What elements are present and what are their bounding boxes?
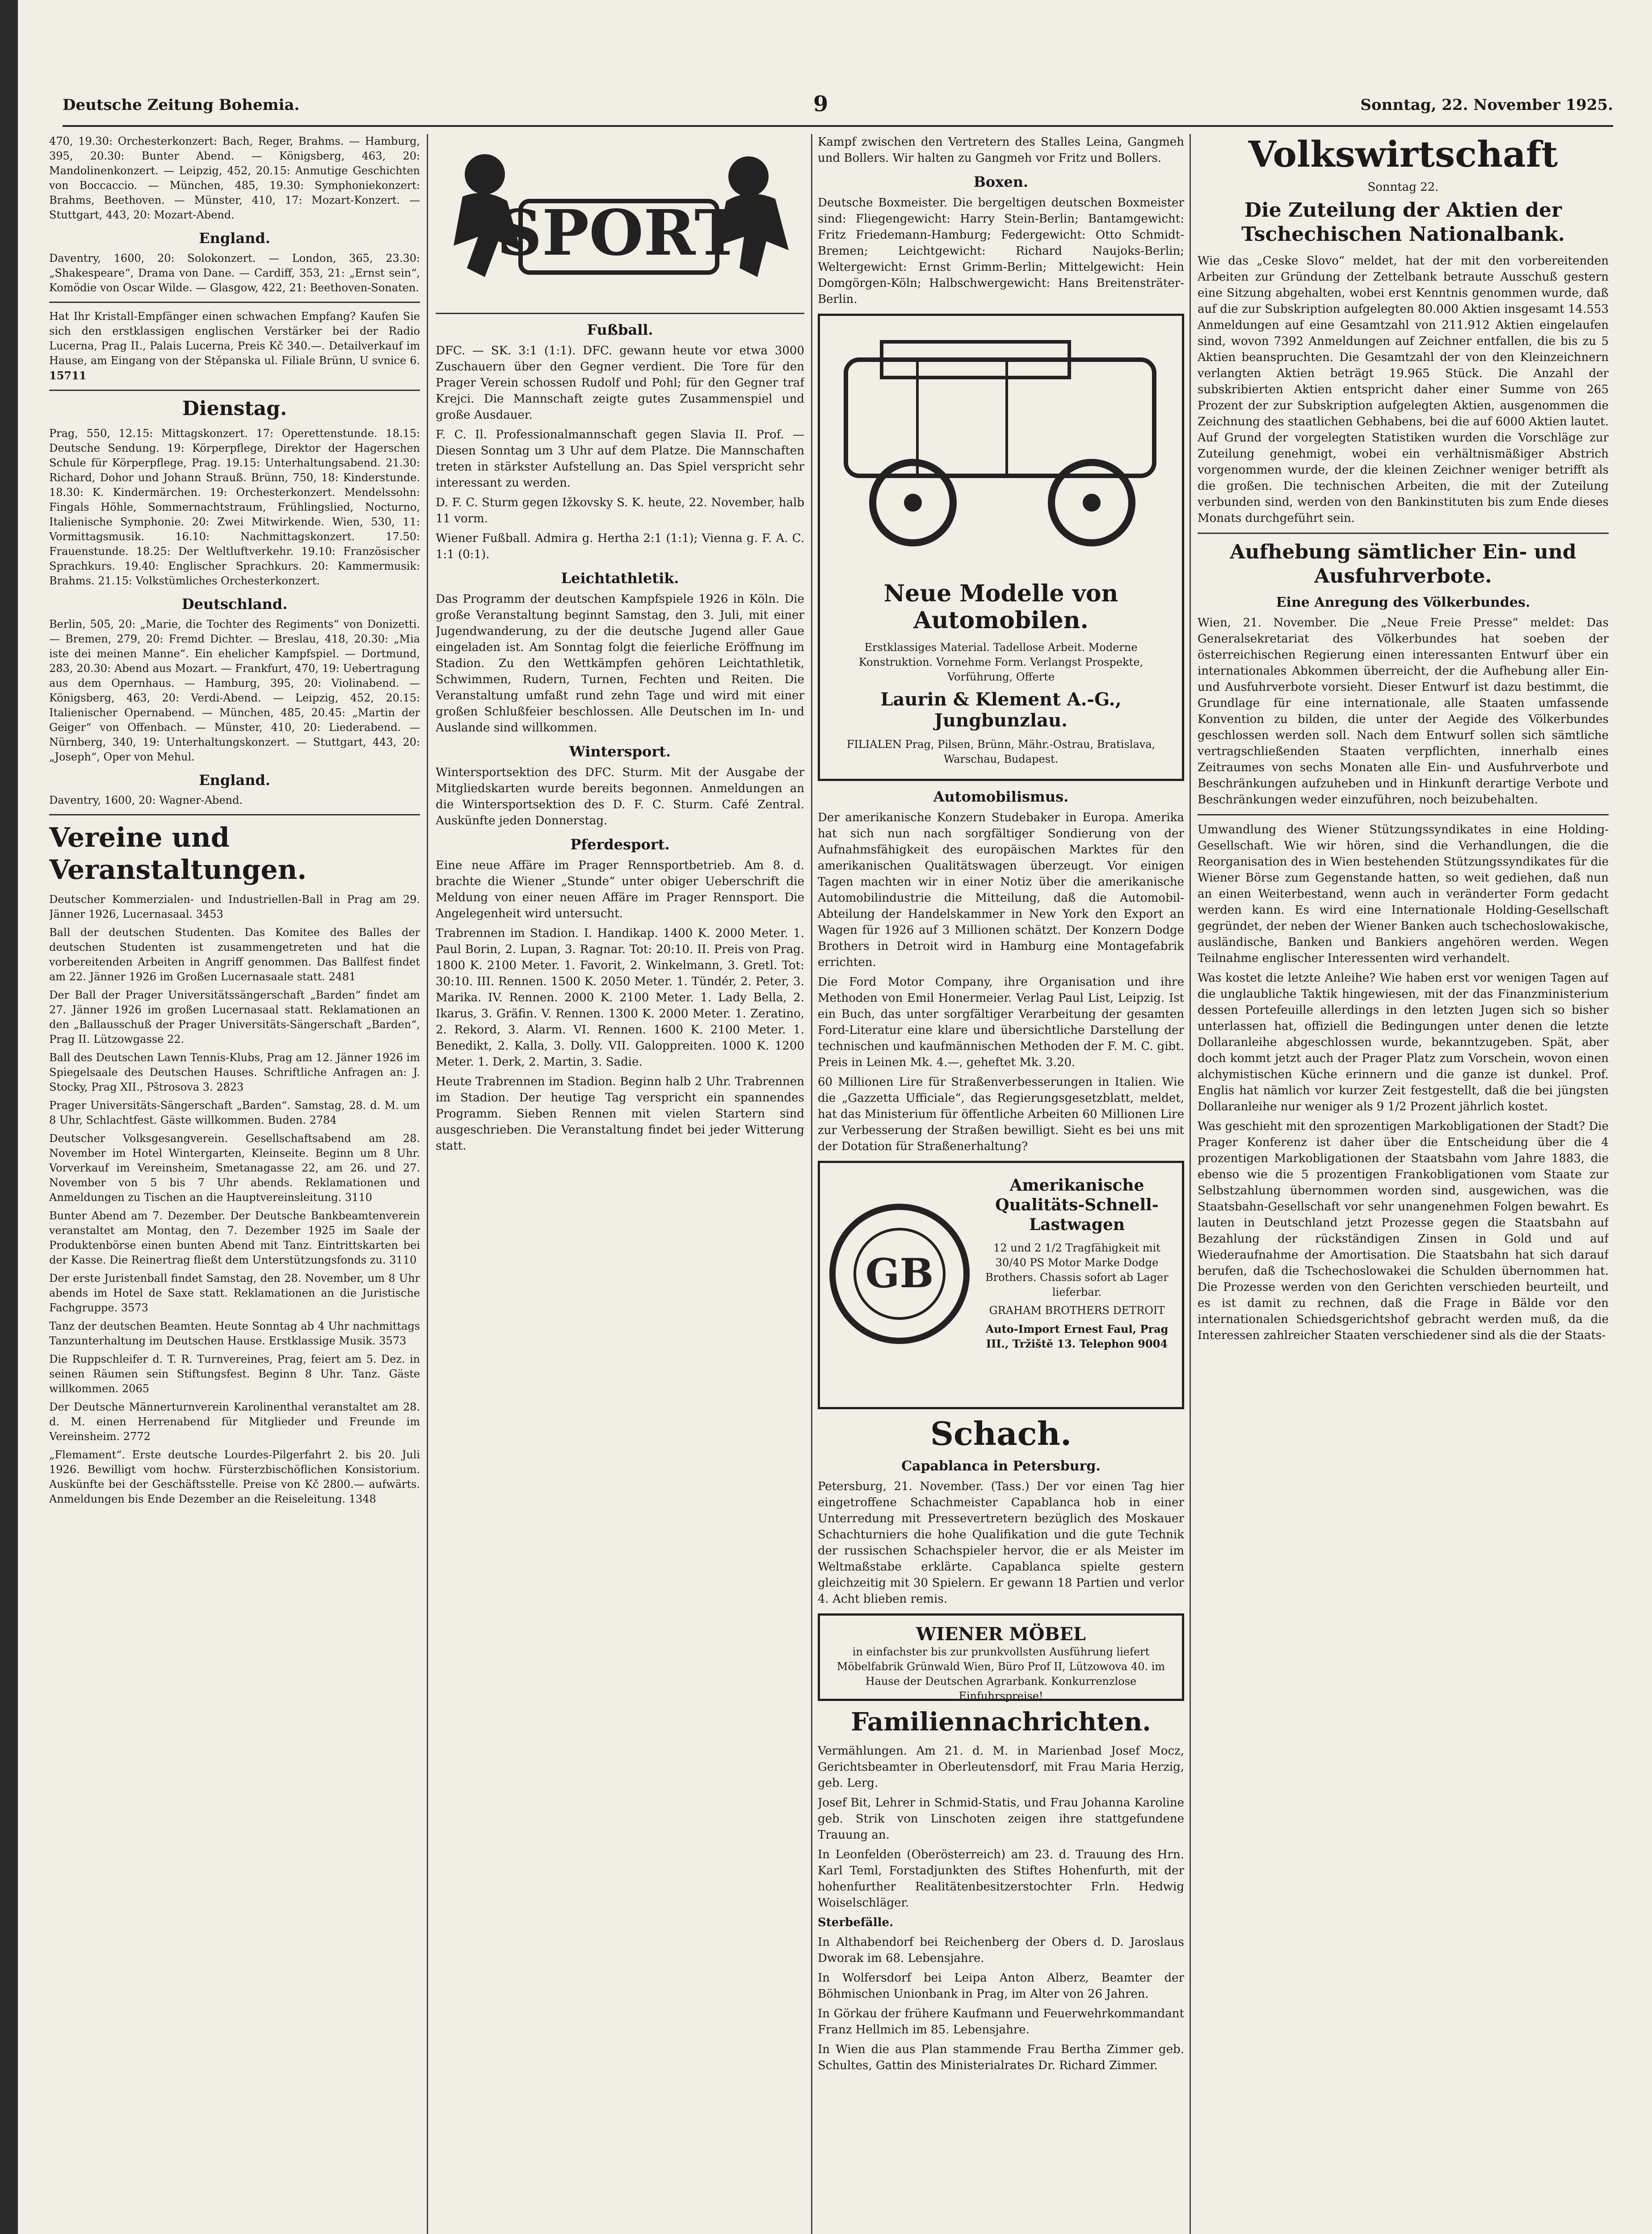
article-body: Umwandlung des Wiener Stützungssyndikates in eine Holding-Gesellschaft. Wie wir hören, sind die Verhandlungen, die die Reorganisation des in Wien bestehenden Stützungssyndikates für die Wiener Börse zum Gegenstande hatten, so weit gediehen, daß nun an einen Weiterbestand, wenn auch in veränderter Form gedacht werden kann. Es wird eine Internationale Holding-Gesellschaft gegründet, der neben der Wiener Banken auch tschechoslowakische, ausländische, Banken und Bankiers angehören werden. Wegen Teilnahme englischer Interessenten wird verhandelt. — [1198, 823, 1609, 965]
graham-logo-text: GRAHAM BROTHERS DETROIT — [989, 1304, 1165, 1317]
sport-masthead — [436, 134, 804, 314]
scan-edge — [0, 0, 18, 2234]
article-heading: Aufhebung sämtlicher Ein- und Ausfuhrverbote. — [1230, 541, 1576, 588]
column-rule — [427, 134, 428, 2234]
vereine-item: Deutscher Volksgesangverein. Gesellschaftsabend am 28. November im Hotel Wintergarten, Kleinseite. Beginn um 8 Uhr. Vorverkauf im Vereinsheim, Smetanagasse 22, am 26. und 27. November von 5 bis 7 Uhr abends. Reklamationen und Anmeldungen zu Tischen an die Hauptvereinsleitung. 3110 — [49, 1132, 420, 1204]
family-entry: In Wien die aus Plan stammende Frau Bertha Zimmer geb. Schultes, Gattin des Ministerialrates Dr. Richard Zimmer. — [818, 2043, 1184, 2072]
family-entry: Josef Bit, Lehrer in Schmid-Statis, und Frau Johanna Karoline geb. Strik von Linschoten zeigen ihre stattgefundene Trauung an. — [818, 1796, 1184, 1842]
automobilismus-article: Der amerikanische Konzern Studebaker in Europa. Amerika hat sich nun nach sorgfältiger Sondierung von der Aufnahmsfähigkeit des europäischen Marktes für den amerikanischen Qualitätswagen überzeugt. Vor einigen Tagen machten wir in einer Notiz über die amerikanische Automobilindustrie die Mitteilung, daß die Automobil-Abteilung der Handelskammer in New York den Export an Wagen für 1926 auf 3 Millionen schätzt. Der Konzern Dodge Brothers in Detroit wird in Hamburg eine Montagefabrik errichten. — [818, 811, 1184, 969]
radio-advertisement: Hat Ihr Kristall-Empfänger einen schwachen Empfang? Kaufen Sie sich den erstklassigen englischen Verstärker bei der Radio Lucerna, Prag II., Palais Lucerna, Preis Kč 340.—. Detailverkauf im Hause, am Eingang von der Stěpanska ul. Filiale Brünn, U svnice 6. 15711 — [49, 310, 420, 382]
fussball-article: D. F. C. Sturm gegen Ižkovsky S. K. heute, 22. November, halb 11 vorm. — [436, 496, 804, 525]
radio-england: Daventry, 1600, 20: Solokonzert. — London, 365, 23.30: „Shakespeare“, Drama von Dane. — Cardiff, 353, 21: „Ernst sein“, Komödie von Oscar Wilde. — Glasgow, 422, 21: Beethoven-Sonaten. — [49, 252, 420, 294]
boxen-article: Deutsche Boxmeister. Die bergeltigen deutschen Boxmeister sind: Fliegengewicht: Harry Stein-Berlin; Bantamgewicht: Fritz Friedemann-Hamburg; Federgewicht: Otto Schmidt-Bremen; Leichtgewicht: Richard Naujoks-Berlin; Weltergewicht: Ernst Grimm-Berlin; Mittelgewicht: Hein Domgörgen-Köln; Halbschwergewicht: Hans Breitensträter-Berlin. — [818, 196, 1184, 306]
wiener-ad-title: WIENER MÖBEL — [916, 1624, 1086, 1645]
fussball-heading: Fußball. — [587, 321, 653, 338]
family-entry: In Leonfelden (Oberösterreich) am 23. d. Trauung des Hrn. Karl Teml, Forstadjunkten des Stiftes Hohenfurth, mit der hohenfurther Realitätenbesitzerstochter Frln. Hedwig Woiselschläger. — [818, 1848, 1184, 1910]
article-subheading: Eine Anregung des Völkerbundes. — [1276, 595, 1530, 610]
divider — [49, 390, 420, 391]
pferdesport-article: Eine neue Affäre im Prager Rennsportbetrieb. Am 8. d. brachte die Wiener „Stunde“ unter obiger Ueberschrift die Meldung von einer neuen Affäre im Prager Rennsport. Die Angelegenheit wird untersucht. — [436, 859, 804, 920]
divider — [1198, 533, 1609, 534]
graham-ad-importer: Auto-Import Ernest Faul, Prag III., Tržiště 13. Telephon 9004 — [985, 1323, 1169, 1350]
article-body: Was geschieht mit den sprozentigen Markobligationen der Stadt? Die Prager Konferenz ist daher über die Entscheidung über die 4 prozentigen Markobligationen der Staatsbahn vom Jahre 1883, die ebenso wie die 5 prozentigen Frankobligationen vom Staate zur Selbstzahlung übernommen worden sind, ausgewichen, was die Staatsbahn-Gesellschaft vor sehr unangenehmen Folgen bewahrt. Es lauten in Deutschland jetzt Prozesse gegen die Staatsbahn auf Bezahlung der rückständigen Zinsen in Gold und auf Wiederaufnahme der Amortisation. Die Staatsbahn hat sich darauf berufen, daß die Tschechoslowakei die Schulden übernommen hat. Die Prozesse werden von den Gerichten verschieden beurteilt, und es ist damit zu rechnen, daß die Frage in Bälde vor den internationalen Schiedsgerichtshof gebracht werden muß, da die Interessen zahlreicher Staaten verschiedener sind als die der Staats- — [1198, 1120, 1609, 1342]
family-heading: Familiennachrichten. — [851, 1707, 1151, 1737]
vereine-heading: Vereine und Veranstaltungen. — [49, 822, 307, 886]
wiener-moebel-advertisement — [818, 1613, 1184, 1701]
section-label-germany: Deutschland. — [181, 596, 288, 613]
automobilismus-heading: Automobilismus. — [933, 788, 1069, 805]
car-illustration — [828, 324, 1172, 574]
vereine-item: Tanz der deutschen Beamten. Heute Sonntag ab 4 Uhr nachmittags Tanzunterhaltung im Deutschen Hause. Erstklassige Musik. 3573 — [49, 1320, 420, 1347]
vereine-item: Der Ball der Prager Universitätssängerschaft „Barden“ findet am 27. Jänner 1926 im großen Lucernasaal statt. Reklamationen an den „Ballausschuß der Prager Universitäts-Sängerschaft „Barden“, Prag II. Lützowgasse 22. — [49, 989, 420, 1046]
vereine-item: Der Deutsche Männerturnverein Karolinenthal veranstaltet am 28. d. M. einen Herrenabend für Mitglieder und Freunde im Vereinsheim. 2772 — [49, 1401, 420, 1443]
pferdesport-heading: Pferdesport. — [570, 836, 670, 853]
divider — [49, 814, 420, 815]
vereine-item: Prager Universitäts-Sängerschaft „Barden“. Samstag, 28. d. M. um 8 Uhr, Schlachtfest. Gäste willkommen. Buden. 2784 — [49, 1099, 420, 1126]
radio-england-2: Daventry, 1600, 20: Wagner-Abend. — [49, 794, 243, 806]
volkswirtschaft-subheading: Sonntag 22. — [1367, 181, 1439, 194]
leichtathletik-heading: Leichtathletik. — [561, 570, 679, 587]
vereine-item: Deutscher Kommerzialen- und Industriellen-Ball in Prag am 29. Jänner 1926, Lucernasaal. 3453 — [49, 893, 420, 920]
fussball-article: Wiener Fußball. Admira g. Hertha 2:1 (1:1); Vienna g. F. A. C. 1:1 (0:1). — [436, 532, 804, 561]
graham-brothers-advertisement — [818, 1161, 1184, 1409]
radio-program: 470, 19.30: Orchesterkonzert: Bach, Reger, Brahms. — Hamburg, 395, 20.30: Bunter Abend. — Königsberg, 463, 20: Mandolinenkonzert. — Leipzig, 452, 20.15: Anmutige Geschichten von Boccaccio. — München, 485, 19.30: Symphoniekonzert: Brahms, Beethoven. — Münster, 410, 17: Mozart-Konzert. — Stuttgart, 443, 20: Mozart-Abend. — [49, 135, 420, 221]
column-rule — [1190, 134, 1191, 2234]
article-body: Was kostet die letzte Anleihe? Wie haben erst vor wenigen Tagen auf die unglaubliche Taktik hingewiesen, mit der das Finanzministerium dessen Portefeuille allerdings in den letzten Jugen sich so bisher unterlassen hat, offiziell die Bedingungen unter denen die letzte Dollaranleihe abgeschlossen wurde, bekanntzugeben. Spät, aber doch kommt jetzt auch der Prager Platz zum Vorschein, wovon einen alchymistischen Küche erinnern und die ganze ist dunkel. Prof. Englis hat nämlich vor kurzer Zeit festgestellt, daß die bei jüngsten Dollaranleihe nur weniger als 9 1/2 Prozent jährlich kostet. — [1198, 971, 1609, 1113]
volkswirtschaft-heading: Volkswirtschaft — [1248, 134, 1558, 175]
column-radio-vereine — [49, 134, 420, 2234]
family-entry: Vermählungen. Am 21. d. M. in Marienbad Josef Mocz, Gerichtsbeamter in Oberleutensdorf, mit Frau Maria Herzig, geb. Lerg. — [818, 1744, 1184, 1790]
vereine-item: Ball der deutschen Studenten. Das Komitee des Balles der deutschen Studenten ist zusammengetreten und hat die vorbereitenden Arbeiten in Angriff genommen. Das Ballfest findet am 22. Jänner 1926 im Großen Lucernasaale statt. 2481 — [49, 926, 420, 983]
column-volkswirtschaft — [1198, 134, 1609, 2234]
family-entry: In Althabendorf bei Reichenberg der Obers d. D. Jaroslaus Dworak im 68. Lebensjahre. — [818, 1936, 1184, 1965]
page-number: 9 — [813, 92, 828, 117]
car-ad-title: Neue Modelle von Automobilen. — [883, 580, 1118, 634]
tuesday-program: Prag, 550, 12.15: Mittagskonzert. 17: Operettenstunde. 18.15: Deutsche Sendung. 19: Körperpflege, Direktor der Hagerschen Schule für Körperpflege, Prag. 19.15: Unterhaltungsabend. 21.30: Richard, Dohor und Johann Strauß. Brünn, 750, 18: Kinderstunde. 18.30: K. Kindermärchen. 19: Orchesterkonzert. Mendelssohn: Fingals Höhle, Sommernachtstraum, Frühlingslied, Nocturno, Italienische Symphonie. 20: Zwei Mitwirkende. Wien, 530, 11: Vormittagsmusik. 16.10: Nachmittagskonzert. 17.50: Frauenstunde. 18.25: Der Weltluftverkehr. 19.10: Französischer Sprachkurs. 19.40: Englischer Sprachkurs. 20: Kammermusik: Brahms. 21.15: Volkstümliches Orchesterkonzert. — [49, 427, 420, 587]
issue-date: Sonntag, 22. November 1925. — [1360, 96, 1613, 114]
svg-text:GB: GB — [865, 1250, 934, 1297]
article-body: Wien, 21. November. Die „Neue Freie Presse“ meldet: Das Generalsekretariat des Völkerbundes hat soeben der österreichischen Regierung einen interessanten Entwurf über ein internationales Abkommen überreicht, der die Aufhebung aller Ein- und Ausfuhrverbote vorsieht. Dieser Entwurf ist dazu bestimmt, die Grundlage für eine internationale, alle Staaten umfassende Konvention zu bilden, die unter der Aegide des Völkerbundes geschlossen werden soll. Nach dem Entwurf sollen sich sämtliche vertragschließenden Staaten verpflichten, innerhalb eines Zeitraumes von sechs Monaten alle Ein- und Ausfuhrverbote und Beschränkungen aufzuheben und in Hinkunft derartige Verbote und Beschränkungen weder einzuführen, noch beizubehalten. — [1198, 616, 1609, 806]
radio-germany: Berlin, 505, 20: „Marie, die Tochter des Regiments“ von Donizetti. — Bremen, 279, 20: Fremd Dichter. — Breslau, 418, 20.30: „Mia iste dei meinen Manne“. Ein ehelicher Kampfspiel. — Dortmund, 283, 20.30: Abend aus Mozart. — Frankfurt, 470, 19: Uebertragung aus dem Opernhaus. — Hamburg, 395, 20: Violinabend. — Königsberg, 463, 20: Verdi-Abend. — Leipzig, 452, 20.15: Italienischer Opernabend. — München, 485, 20.45: „Martin der Geiger“ von Offenbach. — Münster, 410, 20: Liederabend. — Nürnberg, 340, 19: Unterhaltungskonzert. — Stuttgart, 443, 20: „Joseph“, Oper von Mehul. — [49, 618, 420, 763]
graham-ad-text: 12 und 2 1/2 Tragfähigkeit mit 30/40 PS Motor Marke Dodge Brothers. Chassis sofort ab Lager lieferbar. — [985, 1242, 1169, 1298]
pferdesport-article: Trabrennen im Stadion. I. Handikap. 1400 K. 2000 Meter. 1. Paul Borin, 2. Lupan, 3. Ragnar. Tot: 20:10. II. Preis von Prag. 1800 K. 2100 Meter. 1. Favorit, 2. Winkelmann, 3. Gretl. Tot: 30:10. III. Rennen. 1500 K. 2050 Meter. 1. Tündér, 2. Peter, 3. Marika. IV. Rennen. 2000 K. 2100 Meter. 1. Lady Bella, 2. Ikarus, 3. Gräfin. V. Rennen. 1300 K. 2000 Meter. 1. Zeratino, 2. Rekord, 3. Alarm. VI. Rennen. 1600 K. 2100 Meter. 1. Benedikt, 2. Kalla, 3. Dolly. VII. Galoppreiten. 1000 K. 1200 Meter. 1. Derk, 2. Martin, 3. Sadie. — [436, 927, 804, 1069]
vereine-item: Die Ruppschleifer d. T. R. Turnvereines, Prag, feiert am 5. Dez. in seinen Räumen sein Stiftungsfest. Beginn 8 Uhr. Tanz. Gäste willkommen. 2065 — [49, 1353, 420, 1395]
tuesday-heading: Dienstag. — [182, 397, 287, 420]
car-advertisement — [818, 314, 1184, 781]
article-heading: Die Zuteilung der Aktien der Tschechischen Nationalbank. — [1241, 199, 1565, 246]
fussball-article: F. C. Il. Professionalmannschaft gegen Slavia II. Prof. — Diesen Sonntag um 3 Uhr auf dem Platze. Die Mannschaften treten in stärkster Aufstellung an. Das Spiel verspricht sehr interessant zu werden. — [436, 428, 804, 490]
leichtathletik-article: Das Programm der deutschen Kampfspiele 1926 in Köln. Die große Veranstaltung beginnt Samstag, den 3. Juli, mit einer Jugendwanderung, zu der die deutsche Jugend aller Gaue eingeladen ist. Am Sonntag folgt die feierliche Eröffnung im Stadion. Zu den Wettkämpfen gehören Leichtathletik, Schwimmen, Rudern, Turnen, Fechten und Reiten. Die Veranstaltung umfaßt rund zehn Tage und wird mit einer großen Schlußfeier beschlossen. Alle Deutschen im In- und Auslande sind willkommen. — [436, 592, 804, 735]
header-rule — [63, 125, 1613, 127]
schach-article: Petersburg, 21. November. (Tass.) Der vor einen Tag hier eingetroffene Schachmeister Capablanca hob in einer Unterredung mit Pressevertretern bezüglich des Moskauer Schachturniers die hohe Qualifikation und die gute Technik der russischen Schachspieler hervor, die er als Meister im Weltmaßstabe erklärte. Capablanca spielte gestern gleichzeitig mit 30 Spielern. Er gewann 18 Partien und verlor 4. Acht blieben remis. — [818, 1480, 1184, 1606]
car-ad-branches: FILIALEN Prag, Pilsen, Brünn, Mähr.-Ostrau, Bratislava, Warschau, Budapest. — [846, 738, 1156, 765]
column-sport — [436, 134, 804, 2234]
fussball-article: DFC. — SK. 3:1 (1:1). DFC. gewann heute vor etwa 3000 Zuschauern über den Gegner verdient. Die Tore für den Prager Verein schossen Rudolf und Pohl; für den Gegner traf Krejci. Die Mannschaft zeigte gutes Zusammenspiel und große Ausdauer. — [436, 344, 804, 422]
car-ad-subtitle: Erstklassiges Material. Tadellose Arbeit. Moderne Konstruktion. Vornehme Form. Verlangst Prospekte, Vorführung, Offerte — [858, 641, 1143, 683]
schach-heading: Schach. — [930, 1415, 1072, 1453]
family-entry: In Wolfersdorf bei Leipa Anton Alberz, Beamter der Böhmischen Unionbank in Prag, im Alter von 26 Jahren. — [818, 1971, 1184, 2001]
newspaper-name: Deutsche Zeitung Bohemia. — [63, 96, 300, 114]
pferdesport-article: Heute Trabrennen im Stadion. Beginn halb 2 Uhr. Trabrennen im Stadion. Der heutige Tag verspricht ein spannendes Programm. Sieben Rennen mit vielen Startern sind ausgeschrieben. Die Veranstaltung findet bei jeder Witterung statt. — [436, 1075, 804, 1153]
wiener-ad-text: in einfachster bis zur prunkvollsten Ausführung liefert Möbelfabrik Grünwald Wien, Büro Prof II, Lützowova 40. im Hause der Deutschen Agrarbank. Konkurrenzlose Einfuhrspreise! — [837, 1646, 1165, 1702]
sterbefaelle-label: Sterbefälle. — [818, 1916, 894, 1929]
column-rule — [811, 134, 812, 2234]
page-header — [63, 92, 1613, 123]
article-body: Wie das „Ceske Slovo“ meldet, hat der mit den vorbereitenden Arbeiten zur Gründung der Zettelbank betraute Ausschuß gestern eine Sitzung abgehalten, wobei erst Kenntnis genommen wurde, daß auf die zur Subskription aufgelegten 80.000 Aktien insgesamt 14.553 Anmeldungen auf eine Gesamtzahl von 211.912 Aktien eingelaufen sind, wovon 7392 Anmeldungen auf Zeichner entfallen, die bis zu 5 Aktien beanspruchten. Die Gesamtzahl der von den Kleinzeichnern verlangten Aktien beträgt 19.965 Stück. Die Anzahl der subskribierten Aktien entspricht daher einer Summe von 265 Prozent der zur Subskription aufgelegten Aktien, ausgenommen die Zeichnung des staatlichen Gebhabens, bei die auf 6000 Aktien lautet. Auf Grund der vorgelegten Statistiken wurden die Vorschläge zur Zuteilung genehmigt, wobei ein verhältnismäßiger Abstrich vorgenommen wurde, der die kleinen Zeichner weniger betrifft als die großen. Die technischen Arbeiten, die mit der Zuteilung verbunden sind, werden von den Bankinstituten bis zum Ende dieses Monats durchgeführt sein. — [1198, 254, 1609, 525]
divider — [49, 302, 420, 303]
car-ad-company: Laurin & Klement A.-G., Jungbunzlau. — [880, 689, 1122, 731]
graham-ad-title: Amerikanische Qualitäts-Schnell-Lastwagen — [995, 1176, 1159, 1234]
kampf-note: Kampf zwischen den Vertretern des Stalles Leina, Gangmeh und Bollers. Wir halten zu Gangmeh vor Fritz und Bollers. — [818, 135, 1184, 165]
vereine-item: Ball des Deutschen Lawn Tennis-Klubs, Prag am 12. Jänner 1926 im Spiegelsaale des Deutschen Hauses. Schriftliche Anfragen an: J. Stocky, Prag XII., Pštrosova 3. 2823 — [49, 1051, 420, 1093]
vereine-item: „Flemament“. Erste deutsche Lourdes-Pilgerfahrt 2. bis 20. Juli 1926. Bewilligt vom hochw. Fürsterzbischöflichen Konsistorium. Auskünfte bei der Geschäftsstelle. Preise von Kč 2800.— aufwärts. Anmeldungen bis Ende Dezember an die Reiseleitung. 1348 — [49, 1449, 420, 1505]
family-entry: In Görkau der frühere Kaufmann und Feuerwehrkommandant Franz Hellmich im 85. Lebensjahre. — [818, 2007, 1184, 2037]
wintersport-article: Wintersportsektion des DFC. Sturm. Mit der Ausgabe der Mitgliedskarten wurde bereits begonnen. Anmeldungen an die Wintersportsektion des D. F. C. Sturm. Café Zentral. Auskünfte jeden Donnerstag. — [436, 766, 804, 827]
schach-subheading: Capablanca in Petersburg. — [901, 1458, 1101, 1474]
automobilismus-article: Die Ford Motor Company, ihre Organisation und ihre Methoden von Emil Honermeier. Verlag Paul List, Leipzig. Ist ein Buch, das unter sorgfältiger Verarbeitung der gesamten Ford-Literatur eine klare und übersichtliche Darstellung der technischen und kaufmännischen Methoden der F. M. C. gibt. Preis in Leinen Mk. 4.—, geheftet Mk. 3.20. — [818, 975, 1184, 1069]
vereine-item: Der erste Juristenball findet Samstag, den 28. November, um 8 Uhr abends im Hotel de Saxe statt. Reklamationen an die Juristische Fachgruppe. 3573 — [49, 1272, 420, 1314]
column-auto-schach-family — [818, 134, 1184, 2234]
wintersport-heading: Wintersport. — [569, 743, 671, 760]
vereine-item: Bunter Abend am 7. Dezember. Der Deutsche Bankbeamtenverein veranstaltet am Montag, den 7. Dezember 1925 im Saale der Produktenbörse einen bunten Abend mit Tanz. Eintrittskarten bei der Kasse. Die Reinertrag fließt dem Unterstützungsfonds zu. 3110 — [49, 1209, 420, 1266]
sport-logo-text: SPORT — [496, 197, 741, 270]
divider — [1198, 814, 1609, 815]
boxen-heading: Boxen. — [973, 173, 1029, 190]
graham-brothers-logo — [828, 1171, 971, 1377]
section-label-england: England. — [199, 230, 270, 247]
section-label-england-2: England. — [199, 772, 270, 789]
automobilismus-article: 60 Millionen Lire für Straßenverbesserungen in Italien. Wie die „Gazzetta Ufficiale“, das Regierungsgesetzblatt, meldet, hat das Ministerium für öffentliche Arbeiten 60 Millionen Lire zur Verbesserung der Straßen bewilligt. Sieht es bei uns mit der Dotation für Straßenerhaltung? — [818, 1075, 1184, 1153]
sport-banner-illustration — [436, 134, 802, 308]
